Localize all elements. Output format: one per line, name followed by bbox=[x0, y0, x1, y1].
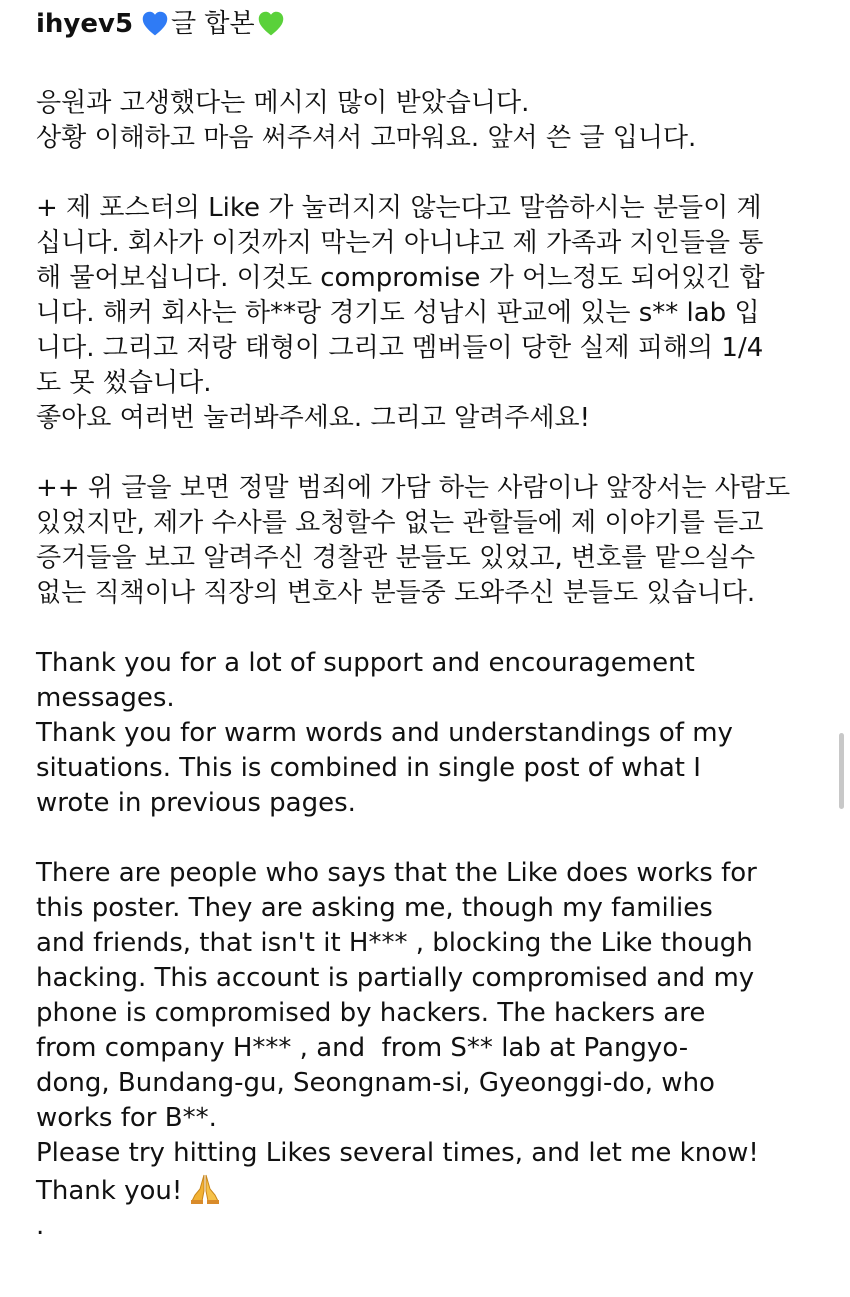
korean-paragraph-1: 응원과 고생했다는 메시지 많이 받았습니다. 상황 이해하고 마음 써주셔서 고마워요. 앞서 쓴 글 입니다. bbox=[36, 88, 697, 153]
trailing-dot: . bbox=[36, 1211, 45, 1241]
english-paragraph-2-text: There are people who says that the Like does works for this poster. They are asking me, though my families and friends, that isn't it H*** , blocking the Like though hacking. This account is partially compromised and my phone is compromised by hackers. The hackers are from company H*** , and from S** lab at Pangyo- dong, Bundang-gu, Seongnam-si, Gyeonggi-do, who works for B**. Please try hitting Likes several times, and let me know! Thank you! bbox=[36, 858, 759, 1206]
scrollbar[interactable] bbox=[839, 733, 844, 809]
korean-paragraph-3: ++ 위 글을 보면 정말 범죄에 가담 하는 사람이나 앞장서는 사람도 있었지만, 제가 수사를 요청할수 없는 관할들에 제 이야기를 듣고 증거들을 보고 알려주신 경찰관 분들도 있었고, 변호를 맡으실수 없는 직책이나 직장의 변호사 분들중 도와주신 분들도 있습니다. bbox=[36, 473, 791, 608]
username[interactable]: ihyev5 bbox=[36, 9, 134, 39]
folded-hands-icon bbox=[188, 1171, 222, 1205]
english-paragraph-1: Thank you for a lot of support and encouragement messages. Thank you for warm words and understandings of my situations. This is combined in single post of what I wrote in previous pages. bbox=[36, 648, 733, 818]
blue-heart-icon bbox=[141, 10, 169, 38]
post-body bbox=[36, 0, 826, 1244]
green-heart-icon bbox=[257, 10, 285, 38]
post-header bbox=[36, 0, 826, 48]
post-title: 글 합본 bbox=[171, 9, 255, 39]
korean-paragraph-2: + 제 포스터의 Like 가 눌러지지 않는다고 말씀하시는 분들이 계 십니다. 회사가 이것까지 막는거 아니냐고 제 가족과 지인들을 통 해 물어보십니다. 이것도 compromise 가 어느정도 되어있긴 합 니다. 해커 회사는 하**랑 경기도 성남시 판교에 있는 s** lab 입 니다. 그리고 저랑 태형이 그리고 멤버들이 당한 실제 피해의 1/4 도 못 썼습니다. 좋아요 여러번 눌러봐주세요. 그리고 알려주세요! bbox=[36, 193, 765, 433]
english-paragraph-2 bbox=[36, 856, 826, 1209]
